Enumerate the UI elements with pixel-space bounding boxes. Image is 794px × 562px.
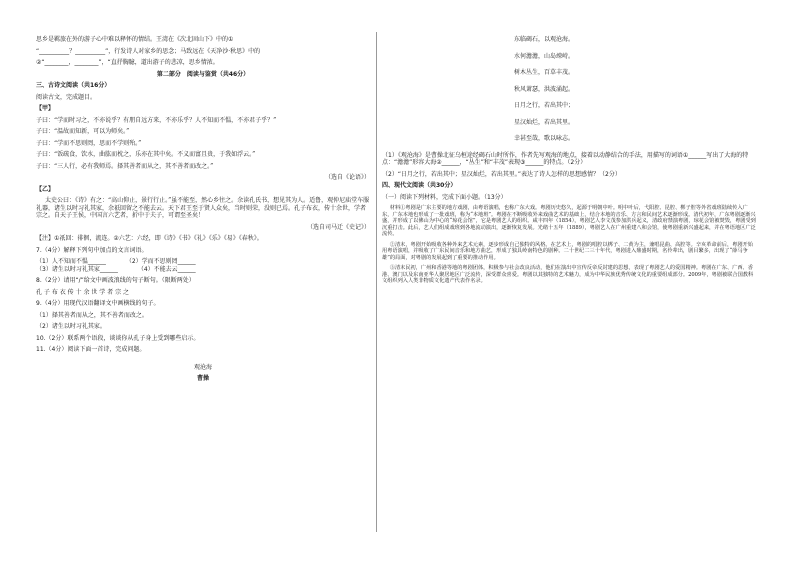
q7-item-2: （2）学而不思则罔______ bbox=[125, 258, 196, 265]
section4-title: 四、现代文阅读（共30分） bbox=[382, 182, 457, 189]
q7-row-1 bbox=[36, 258, 370, 266]
jia-line-1: 子曰：“学而时习之，不亦说乎？有朋自远方来，不亦乐乎？人不知而不愠，不亦君子乎？” bbox=[36, 116, 277, 124]
material-3: ③清末民初，广州和香港等地的粤剧团体，积极参与社会改良活动，他们在演出中宣传反帝反封建的思想，表现了粤剧艺人的爱国精神。粤剧在广东、广西、香港、澳门以及东南亚华人聚居地区广泛流传，深受群众喜爱。粤剧以其独特的艺术魅力，成为中华民族优秀传统文化的重要组成部分。2009年，粤剧被联合国教科文组织列入人类非物质文化遗产代表作名录。 bbox=[382, 265, 754, 284]
question-8: 8.（2分）请用“/”给文中画波浪线的句子断句。（限断两处） bbox=[36, 277, 195, 284]
q8-text: 孔 子 布 衣 传 十 余 世 学 者 宗 之 bbox=[36, 288, 129, 296]
q7-item-3: （3）诸生以时习礼其家______ bbox=[36, 265, 118, 273]
right-column bbox=[382, 36, 756, 289]
q9-item-1: （1）择其善者而从之，其不善者而改之。 bbox=[36, 311, 148, 319]
question-10: 10.（2分）联系两个语段，谈谈你从孔子身上受到哪些启示。 bbox=[36, 334, 200, 342]
note: 【注】①祇回：徘徊，流连。②六艺：六经，即《诗》《书》《礼》《乐》《易》《春秋》。 bbox=[36, 235, 263, 242]
jia-line-3: 子曰：“学而不思则罔，思而不学则殆。” bbox=[36, 139, 142, 147]
q11-part-1: （1）《观沧海》是曹操北征乌桓途经碣石山时所作，作者先写观海的地点，接着以动静结合的手法，用描写的词语①______写出了大海的特点：“澹澹”形容大海②______，“丛生”和“丰茂”表现③______的特点。（2分） bbox=[382, 151, 749, 166]
question-7: 7.（4分）解释下列句中加点的文言词语。 bbox=[36, 246, 148, 254]
poem-line-4: 秋风萧瑟，洪波涌起。 bbox=[514, 85, 575, 93]
jia-line-4: 子曰：“饭疏食，饮水，曲肱而枕之，乐亦在其中矣。不义而富且贵，于我如浮云。” bbox=[36, 151, 256, 158]
intro-line-1: 思乡是羁旅在外的游子心中难以释怀的情结。王湾在《次北固山下》中的① bbox=[36, 36, 234, 43]
yi-text: 太史公曰：《诗》有之：“高山仰止，景行行止。”虽不能至，然心乡往之。余读孔氏书，想见其为人。适鲁，观仲尼庙堂车服礼器，诸生以时习礼其家，余祇回留之不能去云。天下君王至于贤人众矣，当时则荣，没则已焉。孔子布衣，传十余世，学者宗之。自天子王侯，中国言六艺者，折中于夫子，可谓至圣矣！ bbox=[36, 197, 370, 219]
q7-item-1: （1）人不知而不愠______ bbox=[36, 258, 106, 265]
q7-item-4: （4）不能去云______ bbox=[137, 265, 196, 273]
poem-title: 观沧海 bbox=[193, 363, 212, 371]
part2-title: 第二部分 阅读与鉴赏（共46分） bbox=[156, 70, 250, 78]
jia-source: （选自《论语》） bbox=[324, 174, 370, 181]
question-9: 9.（4分）用现代汉语翻译文中画横线的句子。 bbox=[36, 300, 160, 307]
sub1-title: （一）阅读下列材料，完成下面小题。（13分） bbox=[382, 193, 507, 201]
jia-line-2: 子曰：“温故而知新，可以为师矣。” bbox=[36, 128, 130, 135]
section3-title: 三、古诗文阅读（共16分） bbox=[36, 82, 111, 89]
material-1: 材料①粤剧是广东主要的地方戏剧，由粤语演唱，也称广东大戏。粤剧历史悠久，起源于明朝中叶。明中叶后，弋阳腔、昆腔、梆子腔等外省戏班陆续传入广东，广东本地也形成了一批戏班，称为“本地班”。粤剧在不断吸收外来戏曲艺术的基础上，结合本地的音乐、方言和民间艺术逐渐形成。清代初年，广东粤剧逐渐兴盛，并形成了以佛山为中心的“琼花会馆”，它是粤剧艺人的组织。咸丰四年（1854），粤剧艺人李文茂参加洪兵起义，清政府禁演粤剧，琼花会馆被焚毁，粤剧受到沉重打击。此后，艺人们组成戏班到各地流动演出，逐渐恢复发展。光绪十五年（1889），粤剧艺人在广州重建八和会馆，使粤剧重新兴盛起来，并在粤语地区广泛流传。 bbox=[382, 205, 756, 237]
poem-line-1: 东临碣石，以观沧海。 bbox=[514, 36, 575, 43]
poem-line-5: 日月之行，若出其中； bbox=[514, 102, 575, 109]
jia-line-5: 子曰：“三人行，必有我师焉。择其善者而从之，其不善者而改之。” bbox=[36, 162, 214, 170]
yi-source: （选自司马迁《史记》） bbox=[306, 223, 370, 231]
poem-line-7: 幸甚至哉，歌以咏志。 bbox=[514, 135, 575, 142]
yi-label: 【乙】 bbox=[36, 185, 55, 193]
poem-line-6: 星汉灿烂，若出其里。 bbox=[514, 118, 575, 126]
q11-part-2: （2）“日月之行，若出其中；星汉灿烂，若出其里。”表达了诗人怎样的思想感情？（2分） bbox=[382, 170, 621, 178]
poem-line-2: 水何澹澹，山岛竦峙。 bbox=[514, 52, 575, 60]
intro-line-2: “__________？__________”，行发诗人对家乡的思念；马致远在《天净沙·秋思》中的 bbox=[36, 47, 261, 55]
column-divider bbox=[376, 32, 377, 532]
q7-row-2 bbox=[36, 266, 370, 274]
poem-line-3: 树木丛生，百草丰茂。 bbox=[514, 69, 575, 76]
left-column bbox=[36, 36, 370, 387]
q9-item-2: （2）诸生以时习礼其家。 bbox=[36, 323, 106, 330]
jia-label: 【甲】 bbox=[36, 105, 55, 112]
intro-line-3: ②“________，________”，“直抒胸臆，道出游子的悲凉，思乡情浓。 bbox=[36, 59, 219, 66]
material-2: ②清末，粤剧开始吸收各种外来艺术元素，逐步形成自己独特的风格。在艺术上，粤剧的唱腔以梆子、二黄为主，兼唱昆曲、高腔等。辛亥革命前后，粤剧开始用粤语演唱，并吸收了广东民间音乐和地方曲艺，形成了独具岭南特色的剧种。二十世纪二三十年代，粤剧进入鼎盛时期，名伶辈出，剧目繁多，出现了“薛马争雄”的局面，对粤剧的发展起到了重要的推动作用。 bbox=[382, 241, 753, 261]
section3-instruction: 阅读古文，完成题目。 bbox=[36, 93, 97, 101]
question-11: 11.（4分）阅读下面一首诗，完成问题。 bbox=[36, 346, 146, 353]
poem-author: 曹操 bbox=[196, 375, 209, 382]
